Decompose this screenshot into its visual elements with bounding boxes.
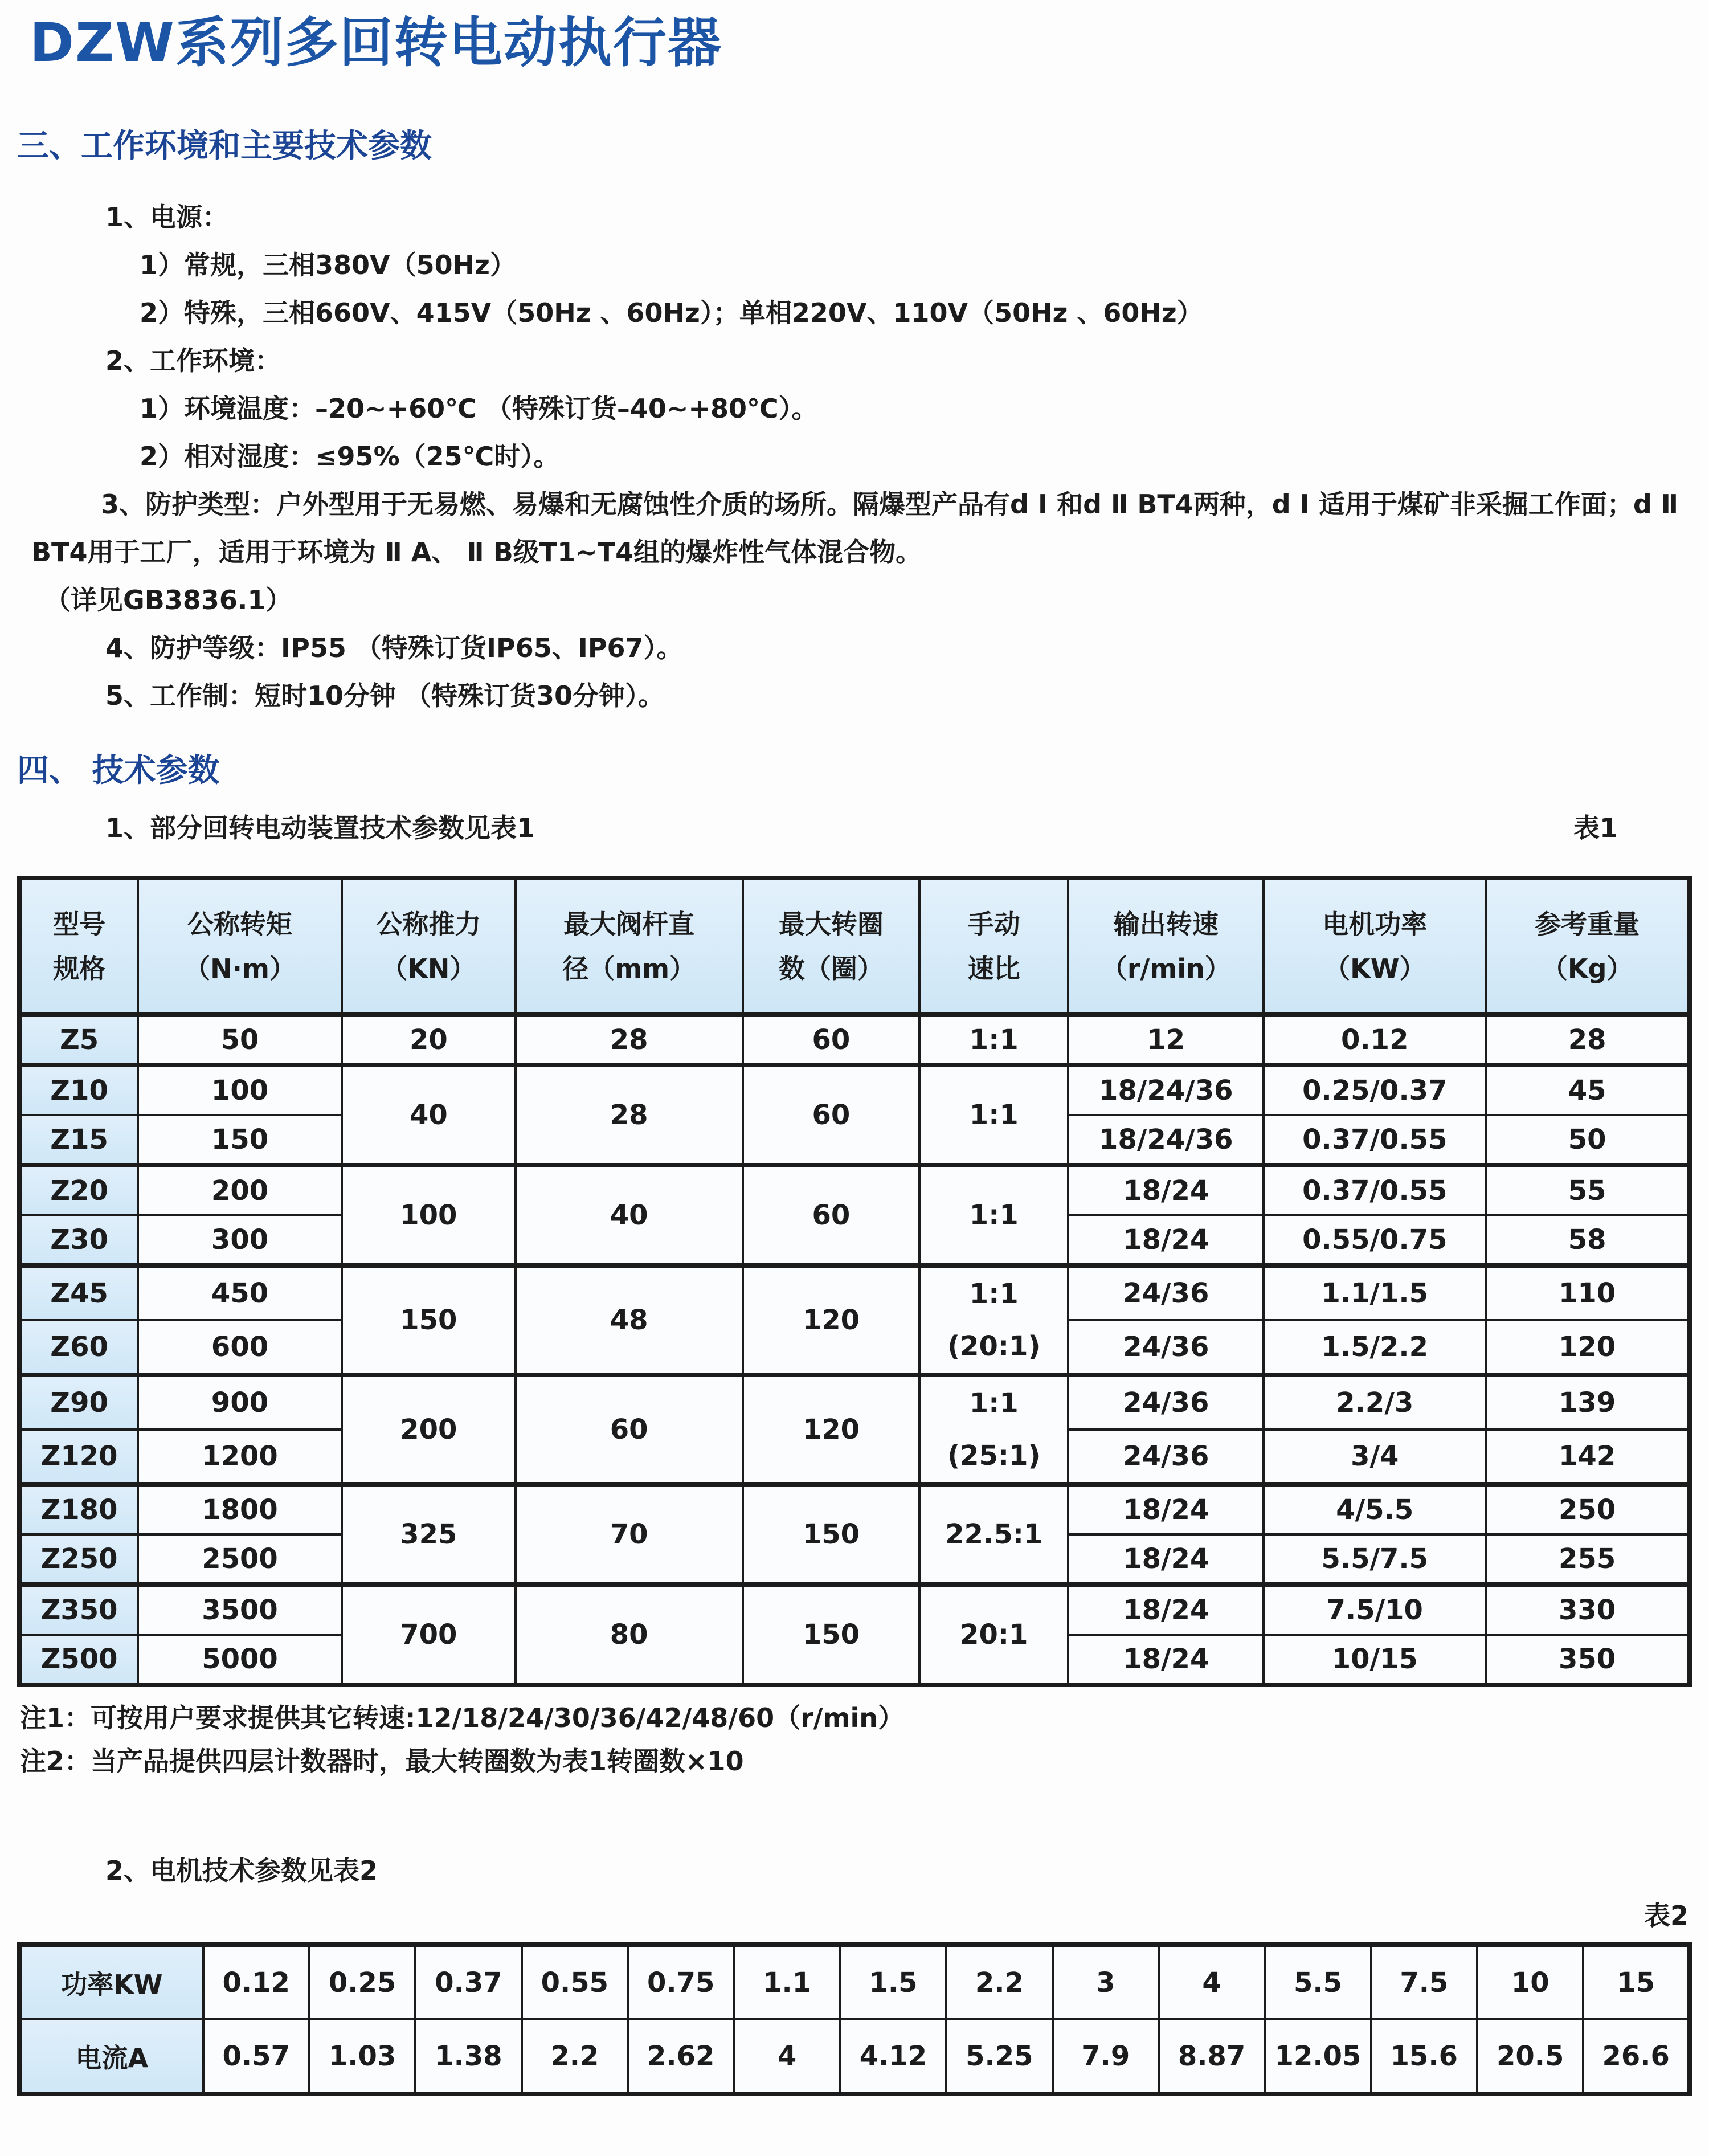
table1-model-cell: Z250 — [19, 1534, 138, 1585]
table1-value-cell: 18/24 — [1068, 1534, 1264, 1585]
spec-line-gb-reference: （详见GB3836.1） — [44, 585, 292, 616]
table2-value-cell: 0.57 — [203, 2019, 309, 2094]
table2-value-cell: 10 — [1477, 1945, 1583, 2019]
table1-header-cell: 公称推力 （KN） — [342, 878, 516, 1015]
table1-value-cell: 22.5:1 — [919, 1484, 1068, 1585]
table2-row — [19, 1945, 1690, 2019]
table2-value-cell: 2.2 — [946, 1945, 1052, 2019]
table1-value-cell: 18/24/36 — [1068, 1115, 1264, 1165]
table1-value-cell: 1800 — [138, 1484, 342, 1534]
table1-value-cell: 18/24 — [1068, 1585, 1264, 1635]
table1-caption: 1、部分回转电动装置技术参数见表1 — [105, 812, 535, 844]
table1-value-cell: 1:1 — [919, 1015, 1068, 1065]
spec-line-environment: 2、工作环境： — [105, 345, 281, 377]
table1-value-cell: 700 — [342, 1585, 516, 1685]
table1-row — [19, 1015, 1690, 1065]
table1-value-cell: 28 — [516, 1065, 743, 1165]
table1-value-cell: 48 — [516, 1265, 743, 1375]
table1-value-cell: 60 — [516, 1375, 743, 1484]
table1-value-cell: 325 — [342, 1484, 516, 1585]
table2-row-label: 功率KW — [19, 1945, 203, 2019]
table1-header-cell: 参考重量 （Kg） — [1486, 878, 1690, 1015]
table1-value-cell: 350 — [1486, 1635, 1690, 1685]
table1-value-cell: 255 — [1486, 1534, 1690, 1585]
table2-value-cell: 5.25 — [946, 2019, 1052, 2094]
table1-value-cell: 3/4 — [1264, 1430, 1486, 1484]
table1-value-cell: 0.12 — [1264, 1015, 1486, 1065]
table1-value-cell: 18/24 — [1068, 1484, 1264, 1534]
table2-value-cell: 4 — [734, 2019, 840, 2094]
table1-value-cell: 100 — [138, 1065, 342, 1115]
spec-line-power-normal: 1）常规，三相380V（50Hz） — [140, 250, 516, 281]
table2-value-cell: 15 — [1583, 1945, 1690, 2019]
table1-value-cell: 18/24 — [1068, 1165, 1264, 1215]
table1-value-cell: 80 — [516, 1585, 743, 1685]
table1-row — [19, 1165, 1690, 1215]
table1-header-cell: 型号 规格 — [19, 878, 138, 1015]
table1-value-cell: 0.37/0.55 — [1264, 1165, 1486, 1215]
table1-model-cell: Z45 — [19, 1265, 138, 1320]
table1-model-cell: Z500 — [19, 1635, 138, 1685]
table1-value-cell: 18/24 — [1068, 1215, 1264, 1265]
table1-model-cell: Z5 — [19, 1015, 138, 1065]
table1-row — [19, 1065, 1690, 1115]
table1-value-cell: 600 — [138, 1320, 342, 1375]
table1-value-cell: 20:1 — [919, 1585, 1068, 1685]
table1-row — [19, 1265, 1690, 1320]
table2-value-cell: 0.75 — [628, 1945, 734, 2019]
table1-value-cell: 120 — [743, 1265, 920, 1375]
table2-value-cell: 20.5 — [1477, 2019, 1583, 2094]
table2-value-cell: 8.87 — [1159, 2019, 1265, 2094]
table1-value-cell: 150 — [342, 1265, 516, 1375]
table1-value-cell: 139 — [1486, 1375, 1690, 1430]
table1-value-cell: 58 — [1486, 1215, 1690, 1265]
table1-value-cell: 2.2/3 — [1264, 1375, 1486, 1430]
table1-value-cell: 70 — [516, 1484, 743, 1585]
table1-header-cell: 电机功率 （KW） — [1264, 878, 1486, 1015]
table1-caption-row — [17, 804, 1692, 852]
table1-value-cell: 2500 — [138, 1534, 342, 1585]
table2-value-cell: 26.6 — [1583, 2019, 1690, 2094]
table2-value-cell: 7.5 — [1371, 1945, 1477, 2019]
table1-value-cell: 50 — [1486, 1115, 1690, 1165]
table2-value-cell: 1.38 — [415, 2019, 521, 2094]
table2-value-cell: 1.5 — [840, 1945, 946, 2019]
table1-value-cell: 50 — [138, 1015, 342, 1065]
table1-value-cell: 24/36 — [1068, 1265, 1264, 1320]
table1-value-cell: 1:1 (25:1) — [919, 1375, 1068, 1484]
table1-value-cell: 28 — [516, 1015, 743, 1065]
spec-line-duty-cycle: 5、工作制：短时10分钟 （特殊订货30分钟）。 — [105, 680, 665, 712]
table2-value-cell: 2.62 — [628, 2019, 734, 2094]
table1-value-cell: 250 — [1486, 1484, 1690, 1534]
table2-caption: 2、电机技术参数见表2 — [105, 1855, 378, 1886]
table1-value-cell: 0.55/0.75 — [1264, 1215, 1486, 1265]
table2-value-cell: 5.5 — [1265, 1945, 1371, 2019]
spec-line-power: 1、电源： — [105, 202, 229, 233]
table2-value-cell: 1.03 — [309, 2019, 415, 2094]
table2-value-cell: 4.12 — [840, 2019, 946, 2094]
table1-note-2: 注2：当产品提供四层计数器时，最大转圈数为表1转圈数×10 — [20, 1746, 744, 1777]
spec-line-humidity: 2）相对湿度：≤95%（25℃时）。 — [140, 441, 560, 472]
table2-value-cell: 15.6 — [1371, 2019, 1477, 2094]
table1-model-cell: Z10 — [19, 1065, 138, 1115]
spec-paragraph-protection-type: 3、防护类型：户外型用于无易燃、易爆和无腐蚀性介质的场所。隔爆型产品有d Ⅰ 和d Ⅱ BT4两种，d Ⅰ 适用于煤矿非采掘工作面；d Ⅱ BT4用于工厂，适用于环境为 Ⅱ A、 Ⅱ B级T1~T4组的爆炸性气体混合物。 — [31, 489, 1679, 568]
table1-header-cell: 最大阀杆直 径（mm） — [516, 878, 743, 1015]
table1-label: 表1 — [1573, 812, 1618, 844]
table1-header-cell: 公称转矩 （N·m） — [138, 878, 342, 1015]
table1-value-cell: 0.25/0.37 — [1264, 1065, 1486, 1115]
table1-value-cell: 45 — [1486, 1065, 1690, 1115]
table2 — [17, 1942, 1692, 2096]
table1-model-cell: Z350 — [19, 1585, 138, 1635]
table2-value-cell: 12.05 — [1265, 2019, 1371, 2094]
table1-model-cell: Z90 — [19, 1375, 138, 1430]
table1-value-cell: 1:1 — [919, 1165, 1068, 1265]
spec-line-power-special: 2）特殊，三相660V、415V（50Hz 、60Hz）；单相220V、110V（50Hz 、60Hz） — [140, 297, 1203, 329]
table1-value-cell: 150 — [138, 1115, 342, 1165]
table1-row — [19, 1585, 1690, 1635]
table1-value-cell: 200 — [342, 1375, 516, 1484]
table1-value-cell: 300 — [138, 1215, 342, 1265]
table2-value-cell: 1.1 — [734, 1945, 840, 2019]
table1-value-cell: 1.5/2.2 — [1264, 1320, 1486, 1375]
table1-value-cell: 900 — [138, 1375, 342, 1430]
table1-header-cell: 输出转速 （r/min） — [1068, 878, 1264, 1015]
table1-value-cell: 10/15 — [1264, 1635, 1486, 1685]
table1-note-1: 注1：可按用户要求提供其它转速:12/18/24/30/36/42/48/60（r/min） — [20, 1702, 905, 1734]
table1 — [17, 876, 1692, 1687]
table1-value-cell: 1200 — [138, 1430, 342, 1484]
table1-value-cell: 12 — [1068, 1015, 1264, 1065]
table2-value-cell: 0.25 — [309, 1945, 415, 2019]
table1-value-cell: 18/24 — [1068, 1635, 1264, 1685]
table1-model-cell: Z20 — [19, 1165, 138, 1215]
table2-label: 表2 — [1643, 1900, 1688, 1932]
table1-value-cell: 60 — [743, 1165, 920, 1265]
table2-row-label: 电流A — [19, 2019, 203, 2094]
table1-value-cell: 1.1/1.5 — [1264, 1265, 1486, 1320]
table1-value-cell: 28 — [1486, 1015, 1690, 1065]
table1-model-cell: Z180 — [19, 1484, 138, 1534]
section4-heading: 四、 技术参数 — [17, 752, 220, 790]
table2-value-cell: 2.2 — [522, 2019, 628, 2094]
section3-heading: 三、工作环境和主要技术参数 — [17, 128, 432, 165]
table1-value-cell: 24/36 — [1068, 1430, 1264, 1484]
table1-value-cell: 450 — [138, 1265, 342, 1320]
table1-value-cell: 120 — [1486, 1320, 1690, 1375]
table1-value-cell: 150 — [743, 1484, 920, 1585]
table1-model-cell: Z60 — [19, 1320, 138, 1375]
table2-value-cell: 0.37 — [415, 1945, 521, 2019]
table1-value-cell: 5000 — [138, 1635, 342, 1685]
table1-value-cell: 0.37/0.55 — [1264, 1115, 1486, 1165]
table1-value-cell: 7.5/10 — [1264, 1585, 1486, 1635]
table1-value-cell: 1:1 (20:1) — [919, 1265, 1068, 1375]
table2-value-cell: 7.9 — [1053, 2019, 1159, 2094]
table1-body — [19, 1015, 1690, 1685]
table1-value-cell: 18/24/36 — [1068, 1065, 1264, 1115]
table1-value-cell: 142 — [1486, 1430, 1690, 1484]
table1-header-cell: 最大转圈 数（圈） — [743, 878, 920, 1015]
page-title: DZW系列多回转电动执行器 — [30, 12, 722, 74]
table2-value-cell: 0.12 — [203, 1945, 309, 2019]
table1-value-cell: 1:1 — [919, 1065, 1068, 1165]
table1-value-cell: 330 — [1486, 1585, 1690, 1635]
spec-line-protection-grade: 4、防护等级：IP55 （特殊订货IP65、IP67）。 — [105, 632, 683, 664]
table1-value-cell: 24/36 — [1068, 1320, 1264, 1375]
table2-body — [19, 1945, 1690, 2094]
table2-value-cell: 0.55 — [522, 1945, 628, 2019]
table1-value-cell: 5.5/7.5 — [1264, 1534, 1486, 1585]
table2-value-cell: 4 — [1159, 1945, 1265, 2019]
table1-value-cell: 40 — [516, 1165, 743, 1265]
table1-header-cell: 手动 速比 — [919, 878, 1068, 1015]
table1-value-cell: 4/5.5 — [1264, 1484, 1486, 1534]
table2-value-cell: 3 — [1053, 1945, 1159, 2019]
table1-value-cell: 60 — [743, 1015, 920, 1065]
table1-value-cell: 100 — [342, 1165, 516, 1265]
table1-row — [19, 1375, 1690, 1430]
table1-value-cell: 3500 — [138, 1585, 342, 1635]
table1-value-cell: 20 — [342, 1015, 516, 1065]
table1-row — [19, 1484, 1690, 1534]
table1-value-cell: 150 — [743, 1585, 920, 1685]
table1-value-cell: 200 — [138, 1165, 342, 1215]
table1-header-row — [19, 878, 1690, 1015]
table1-value-cell: 60 — [743, 1065, 920, 1165]
table1-model-cell: Z15 — [19, 1115, 138, 1165]
table1-value-cell: 120 — [743, 1375, 920, 1484]
table2-row — [19, 2019, 1690, 2094]
table1-model-cell: Z30 — [19, 1215, 138, 1265]
table1-model-cell: Z120 — [19, 1430, 138, 1484]
table1-value-cell: 110 — [1486, 1265, 1690, 1320]
table1-value-cell: 55 — [1486, 1165, 1690, 1215]
table1-value-cell: 40 — [342, 1065, 516, 1165]
spec-line-temperature: 1）环境温度：–20~+60℃ （特殊订货–40~+80℃）。 — [140, 393, 818, 424]
table1-value-cell: 24/36 — [1068, 1375, 1264, 1430]
